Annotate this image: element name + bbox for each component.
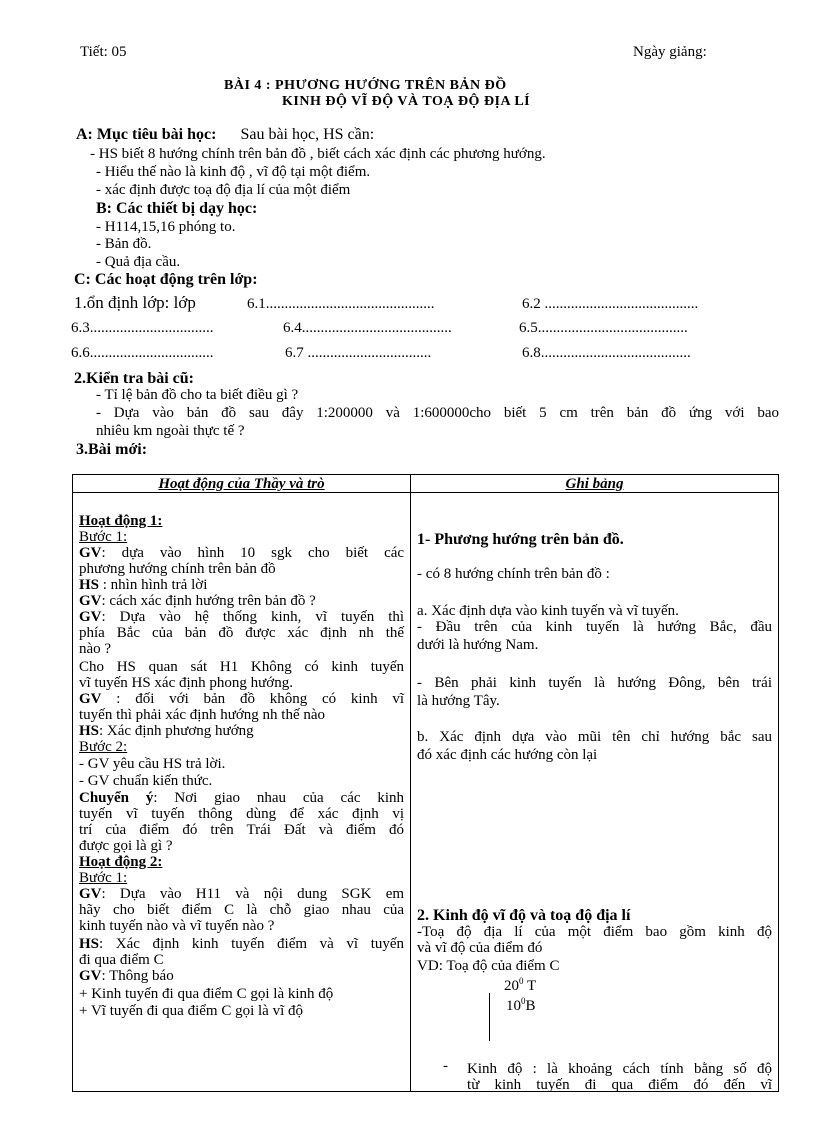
title-line-1: BÀI 4 : PHƯƠNG HƯỚNG TRÊN BẢN ĐỒ <box>224 78 507 93</box>
note-east-line-b: là hướng Tây. <box>417 693 500 709</box>
equipment-3: - Quả địa cầu. <box>96 254 181 270</box>
note-longitude-line-b: từ kinh tuyến đi qua điểm đó đến vĩ <box>467 1077 772 1091</box>
gv-4-line-b: tuyến thì phải xác định hướng nh thế nào <box>79 707 326 723</box>
point-longitude: + Kinh tuyến đi qua điểm C gọi là kinh độ <box>79 986 334 1002</box>
note-example: VD: Toạ độ của điểm C <box>417 958 560 974</box>
degree-sign: 0 <box>519 976 524 986</box>
equipment-2: - Bản đồ. <box>96 236 152 252</box>
note-b-line-a: b. Xác định dựa vào mũi tên chỉ hướng bắc sau <box>417 729 772 745</box>
coord-longitude <box>504 977 772 995</box>
note-8-directions: - có 8 hướng chính trên bản đồ : <box>417 566 610 582</box>
bullet-dash: - <box>443 1058 449 1074</box>
transition-line-c: trí của điểm đó trên Trái Đất và điểm đó <box>79 822 405 838</box>
gv-4-text: : đối với bản đồ không có kinh vĩ <box>101 691 405 707</box>
class-6-4: 6.4........................................ <box>283 320 452 336</box>
gv-label: GV <box>79 691 102 707</box>
gv-6-text: : Thông báo <box>101 968 174 984</box>
objective-2: - Hiểu thế nào là kinh độ , vĩ độ tại một điểm. <box>96 164 371 180</box>
gv-2 <box>79 594 404 610</box>
transition-text: : Nơi giao nhau của các kinh <box>153 790 405 806</box>
coord-latitude-value: 10 <box>506 998 522 1014</box>
hs-label: HS <box>79 936 100 952</box>
note-north-line-a: - Đầu trên của kinh tuyến là hướng Bắc, đầu <box>417 619 772 635</box>
section-a-label: A: Mục tiêu bài học: <box>76 126 217 143</box>
section-a-intro: Sau bài học, HS cần: <box>240 126 375 143</box>
observe-line-a: Cho HS quan sát H1 Không có kinh tuyến <box>79 659 405 675</box>
note-coord-line-b: và vĩ độ của điểm đó <box>417 940 543 956</box>
transition-line-a <box>79 791 404 807</box>
class-6-2: 6.2 ......................................... <box>522 296 699 312</box>
check-q2-line1: - Dựa vào bản đồ sau đây 1:200000 và 1:600000cho biết 5 cm trên bản đồ ứng với bao <box>96 405 779 421</box>
activity-1-heading: Hoạt động 1: <box>79 513 163 529</box>
class-6-7: 6.7 ................................. <box>285 345 432 361</box>
lesson-number: Tiết: 05 <box>80 44 127 60</box>
coord-longitude-value: 20 <box>504 978 520 994</box>
transition-line-b: tuyến vĩ tuyến thông dùng để xác định vị <box>79 806 405 822</box>
gv-3-text: : Dựa vào hệ thống kinh, vĩ tuyến thì <box>101 609 405 625</box>
note-b-line-b: đó xác định các hướng còn lại <box>417 747 598 763</box>
gv-1-line-b: phương hướng chính trên bản đồ <box>79 561 276 577</box>
section-1-heading: 1- Phương hướng trên bản đồ. <box>417 531 624 548</box>
gv-label: GV <box>79 968 102 984</box>
degree-sign: 0 <box>521 996 526 1006</box>
gv-5-text: : Dựa vào H11 và nội dung SGK em <box>101 886 405 902</box>
gv-3-line-a <box>79 610 404 626</box>
activities-column <box>73 493 411 1092</box>
gv-1-line-a <box>79 546 404 562</box>
date-label: Ngày giảng: <box>633 44 707 60</box>
coord-longitude-unit: T <box>527 978 537 994</box>
section-b-label: B: Các thiết bị dạy học: <box>96 200 258 217</box>
step-2-label: Bước 2: <box>79 739 128 755</box>
right-header-cell <box>411 475 779 493</box>
objective-1: - HS biết 8 hướng chính trên bản đồ , biết cách xác định các phương hướng. <box>90 146 546 162</box>
gv-5-line-c: kinh tuyến nào và vĩ tuyến nào ? <box>79 918 275 934</box>
class-6-6: 6.6................................. <box>71 345 214 361</box>
activity-2-heading: Hoạt động 2: <box>79 854 163 870</box>
gv-5-line-a <box>79 887 404 903</box>
gv-label: GV <box>79 886 102 902</box>
gv-3-line-b: phía Bắc của bản đồ được xác định nh thế <box>79 625 405 641</box>
notes-column <box>411 493 779 1092</box>
note-longitude-line-a: Kinh độ : là khoảng cách tính bằng số độ <box>467 1061 772 1077</box>
class-6-1: 6.1............................................. <box>247 296 435 312</box>
coord-latitude <box>506 997 772 1015</box>
gv-5-line-b: hãy cho biết điểm C là chỗ giao nhau của <box>79 902 405 918</box>
hs-2 <box>79 724 404 740</box>
new-lesson-label: 3.Bài mới: <box>76 441 148 458</box>
class-6-5: 6.5........................................ <box>519 320 688 336</box>
section-c-label: C: Các hoạt động trên lớp: <box>74 271 258 288</box>
stabilize-label: 1.ổn định lớp: lớp <box>74 293 196 312</box>
gv-2-text: : cách xác định hướng trên bản đồ ? <box>101 593 316 609</box>
section-a <box>76 126 374 144</box>
hs-label: HS <box>79 723 100 739</box>
step-1-label: Bước 1: <box>79 529 128 545</box>
note-a: a. Xác định dựa vào kinh tuyến và vĩ tuyến. <box>417 603 679 619</box>
equipment-1: - H114,15,16 phóng to. <box>96 219 236 235</box>
hs-3-text: : Xác định kinh tuyến điểm và vĩ tuyến <box>99 936 405 952</box>
title-line-2: KINH ĐỘ VĨ ĐỘ VÀ TOẠ ĐỘ ĐỊA LÍ <box>282 94 531 109</box>
note-east-line-a: - Bên phải kinh tuyến là hướng Đông, bên trái <box>417 675 772 691</box>
observe-line-b: vĩ tuyến HS xác định phong hướng. <box>79 675 293 691</box>
coord-latitude-unit: B <box>525 998 536 1014</box>
gv-label: GV <box>79 609 102 625</box>
hs-label: HS <box>79 577 100 593</box>
gv-1-text: : dựa vào hình 10 sgk cho biết các <box>101 545 405 561</box>
gv-label: GV <box>79 545 102 561</box>
gv-3-line-c: nào ? <box>79 641 112 657</box>
transition-line-d: được gọi là gì ? <box>79 838 173 854</box>
step-2-item-a: - GV yêu cầu HS trả lời. <box>79 756 226 772</box>
hs-3-line-a <box>79 937 404 953</box>
objective-3: - xác định được toạ độ địa lí của một điểm <box>96 182 351 198</box>
step-3-label: Bước 1: <box>79 870 128 886</box>
left-header: Hoạt động của Thầy và trò <box>158 476 325 492</box>
point-latitude: + Vĩ tuyến đi qua điểm C gọi là vĩ độ <box>79 1003 303 1019</box>
gv-label: GV <box>79 593 102 609</box>
gv-4-line-a <box>79 692 404 708</box>
class-6-3: 6.3................................. <box>71 320 214 336</box>
transition-label: Chuyển ý <box>79 790 154 806</box>
hs-1-text: : nhìn hình trả lời <box>99 577 208 593</box>
note-north-line-b: dưới là hướng Nam. <box>417 637 539 653</box>
check-q1: - Tỉ lệ bản đồ cho ta biết điều gì ? <box>96 387 299 403</box>
note-coord-line-a: -Toạ độ địa lí của một điểm bao gồm kinh độ <box>417 924 772 940</box>
class-6-8: 6.8........................................ <box>522 345 691 361</box>
hs-2-text: : Xác định phương hướng <box>99 723 254 739</box>
left-header-cell <box>73 475 411 493</box>
section-2-heading: 2. Kinh độ vĩ độ và toạ độ địa lí <box>417 907 631 924</box>
step-2-item-b: - GV chuẩn kiến thức. <box>79 773 213 789</box>
coordinate-brace <box>489 993 498 1041</box>
right-header: Ghi bảng <box>565 476 624 492</box>
check-label: 2.Kiển tra bài cũ: <box>74 370 194 387</box>
hs-3-line-b: đi qua điểm C <box>79 952 164 968</box>
hs-1 <box>79 578 404 594</box>
lesson-table <box>72 474 779 1092</box>
check-q2-line2: nhiêu km ngoài thực tế ? <box>96 423 245 439</box>
gv-6 <box>79 969 404 985</box>
